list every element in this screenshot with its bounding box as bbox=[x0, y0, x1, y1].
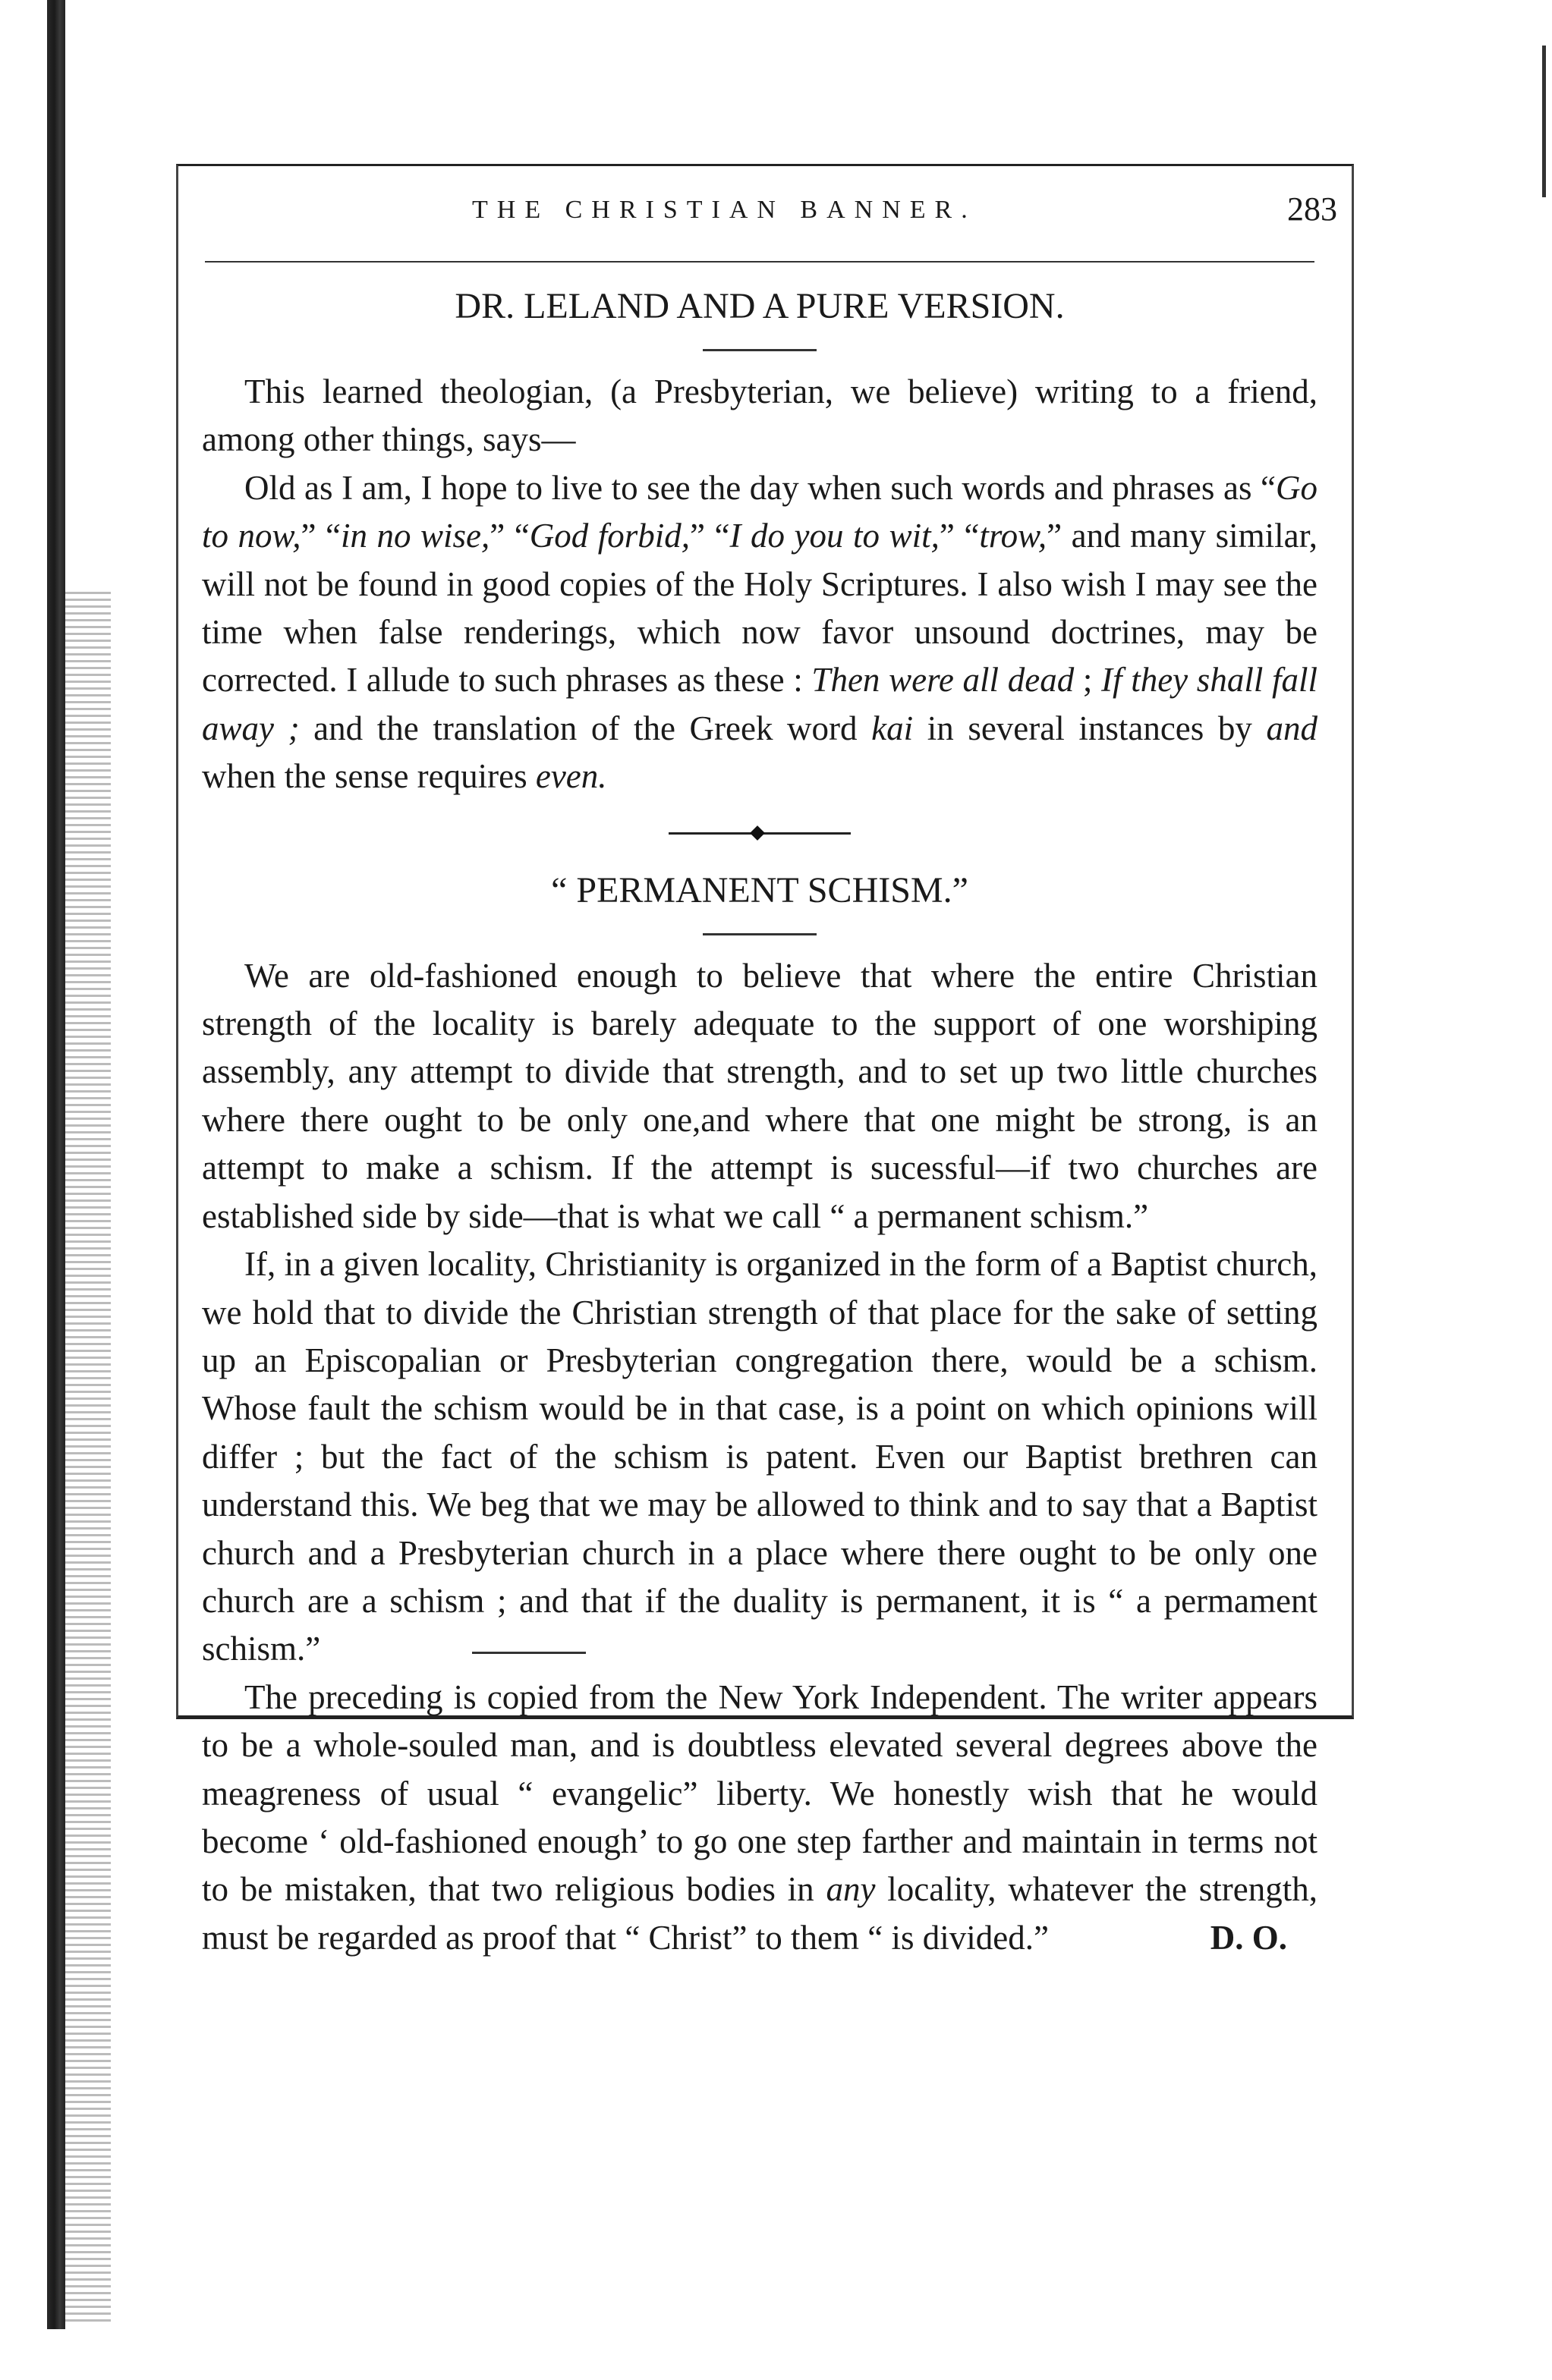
book-binding-edge bbox=[47, 0, 65, 2329]
title-rule bbox=[703, 933, 817, 935]
schism-paragraph-1: We are old-fashioned enough to believe that where the entire Christian strength of the locality is barely adequate to the support of one worshiping assembly, any attempt to divide that strength, and to set up two little churches where there ought to be only one,and where that one might be strong, is an attempt to make a schism. If the attempt is sucessful—if two churches are established side by side—that is what we call “ a permanent schism.” bbox=[202, 956, 1317, 1235]
inline-rule bbox=[472, 1652, 586, 1654]
page-number: 283 bbox=[1287, 190, 1337, 228]
signature: D. O. bbox=[1210, 1918, 1287, 1957]
page-header bbox=[176, 190, 1337, 241]
title-rule bbox=[703, 349, 817, 351]
article-title-leland: DR. LELAND AND A PURE VERSION. bbox=[455, 286, 1065, 326]
article-title-schism: “ PERMANENT SCHISM.” bbox=[551, 869, 968, 910]
schism-paragraph-2: If, in a given locality, Christianity is organized in the form of a Baptist church, we hold that to divide the Christian strength of that place for the sake of setting up an Episcopalian or Presbyterian congregation there, would be a schism. Whose fault the schism would be in that case, is a point on which opinions will differ ; but the fact of the schism is patent. Even our Baptist brethren can understand this. We beg that we may be allowed to think and to say that a Baptist church and a Presbyterian church in a place where there ought to be only one church are a schism ; and that if the duality is permanent, it is “ a permament schism.” bbox=[202, 1245, 1317, 1668]
commentary-paragraph: The preceding is copied from the New York Independent. The writer appears to be a whole-souled man, and is doubtless elevated several degrees above the meagreness of usual “ evangelic” liberty. We honestly wish that he would become ‘ old-fashioned enough’ to go one step farther and maintain in terms not to be mistaken, that two religious bodies in any locality, whatever the strength, must be regarded as proof that “ Christ” to them “ is divided.” D. O. bbox=[202, 1674, 1317, 1962]
page-content bbox=[202, 284, 1317, 1962]
quote-paragraph: Old as I am, I hope to live to see the day when such words and phrases as “Go to now,” “in no wise,” “God forbid,” “I do you to wit,” “trow,” and many similar, will not be found in good copies of the Holy Scriptures. I also wish I may see the time when false renderings, which now favor unsound doctrines, may be corrected. I allude to such phrases as these : Then were all dead ; If they shall fall away ; and the translation of the Greek word kai in several instances by and when the sense requires even. bbox=[202, 468, 1318, 796]
header-rule bbox=[205, 261, 1314, 263]
intro-paragraph: This learned theologian, (a Presbyterian, we believe) writing to a friend, among other things, says— bbox=[202, 373, 1317, 459]
section-divider-ornament bbox=[669, 825, 851, 841]
running-title: THE CHRISTIAN BANNER. bbox=[472, 196, 977, 224]
binding-shadow bbox=[65, 592, 111, 2322]
page-edge-mark bbox=[1542, 46, 1546, 197]
